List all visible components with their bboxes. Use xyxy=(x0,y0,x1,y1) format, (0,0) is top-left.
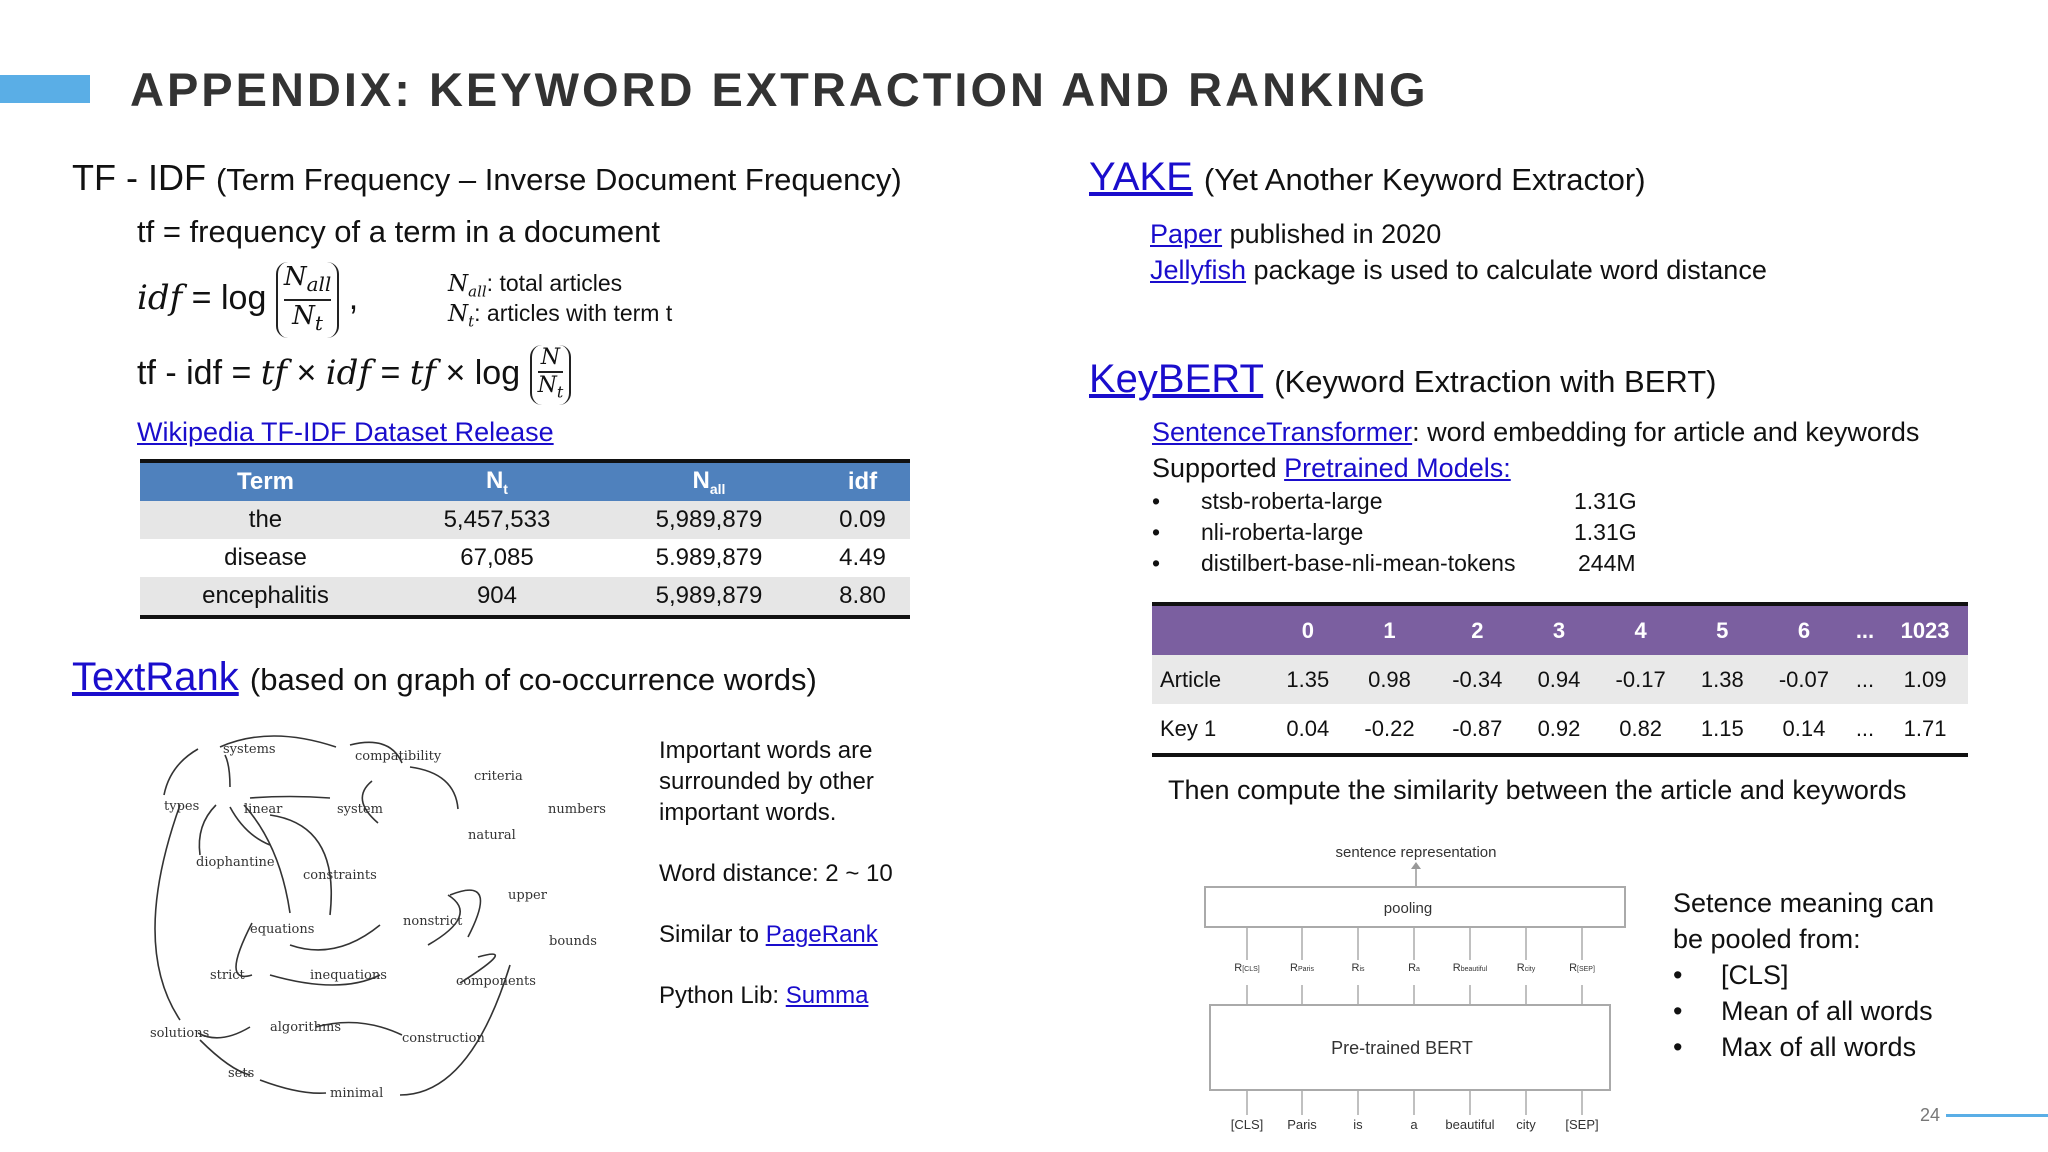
graph-word: systems xyxy=(223,742,276,757)
graph-word: constraints xyxy=(303,868,377,883)
sentence-transformer-link[interactable]: SentenceTransformer xyxy=(1152,417,1413,447)
token-label: beautiful xyxy=(1445,1117,1495,1132)
pooling-label: pooling xyxy=(1383,900,1433,917)
table-cell: 0.94 xyxy=(1521,655,1596,704)
table-cell: 5,989,879 xyxy=(603,577,815,617)
table-row xyxy=(1152,704,1968,755)
table-row xyxy=(1152,655,1968,704)
graph-word: construction xyxy=(402,1031,485,1046)
table-cell: -0.07 xyxy=(1760,655,1848,704)
bert-label: Pre-trained BERT xyxy=(1331,1038,1473,1058)
diagram-top-label: sentence representation xyxy=(1335,844,1497,861)
table-cell: ... xyxy=(1848,704,1882,755)
table-header: 5 xyxy=(1685,604,1760,655)
table-header-row xyxy=(140,461,910,501)
table-row xyxy=(140,577,910,617)
page-title: APPENDIX: KEYWORD EXTRACTION AND RANKING xyxy=(130,63,1429,116)
tfidf-table xyxy=(140,459,910,619)
pooling-notes xyxy=(1673,885,1934,1065)
paper-link[interactable]: Paper xyxy=(1150,219,1223,249)
table-cell: -0.87 xyxy=(1433,704,1521,755)
output-label: Ris xyxy=(1351,962,1365,974)
table-cell: 8.80 xyxy=(815,577,910,617)
textrank-link[interactable]: TextRank xyxy=(72,655,239,699)
table-cell: 4.49 xyxy=(839,544,886,571)
yake-jellyfish-line: Jellyfish package is used to calculate word distance xyxy=(1150,255,1767,285)
table-header: $N_{all}$ xyxy=(603,461,815,501)
pooling-note-line: be pooled from: xyxy=(1673,924,1861,954)
table-cell: ... xyxy=(1848,655,1882,704)
table-cell: 1.38 xyxy=(1685,655,1760,704)
table-cell: 0.98 xyxy=(1346,655,1434,704)
textrank-desc-line: important words. xyxy=(659,799,837,826)
nall-definition: $N_{all}$: total articles xyxy=(448,270,623,301)
table-cell: 0.14 xyxy=(1760,704,1848,755)
output-label: R[CLS] xyxy=(1234,962,1260,974)
graph-word: equations xyxy=(250,922,315,937)
table-cell: 1.35 xyxy=(1270,655,1345,704)
table-cell: the xyxy=(140,501,391,539)
table-cell: 904 xyxy=(391,577,603,617)
yake-heading-sub: (Yet Another Keyword Extractor) xyxy=(1203,162,1646,197)
graph-word: types xyxy=(164,799,200,814)
pretrained-models-link[interactable]: Pretrained Models: xyxy=(1284,453,1511,483)
graph-word: diophantine xyxy=(196,855,275,870)
token-label: city xyxy=(1516,1117,1536,1132)
footer-accent-line xyxy=(1946,1114,2048,1117)
similar-to: Similar to PageRank xyxy=(659,921,878,948)
table-row xyxy=(140,501,910,539)
table-header: 0 xyxy=(1270,604,1345,655)
graph-word: upper xyxy=(508,888,547,903)
list-item: • [CLS] xyxy=(1673,960,1789,990)
output-label: R[SEP] xyxy=(1569,962,1595,974)
sentence-transformer-line: SentenceTransformer: word embedding for article and keywords xyxy=(1152,417,1920,447)
table-header: $N_t$ xyxy=(391,461,603,501)
graph-word: nonstrict xyxy=(403,914,463,929)
output-label: Rbeautiful xyxy=(1452,962,1488,974)
textrank-desc-line: surrounded by other xyxy=(659,768,874,795)
pooling-note-line: Setence meaning can xyxy=(1673,888,1935,918)
table-cell: -0.17 xyxy=(1597,655,1685,704)
graph-word: solutions xyxy=(150,1026,210,1041)
yake-link[interactable]: YAKE xyxy=(1089,155,1193,199)
table-cell: 0.04 xyxy=(1270,704,1345,755)
table-header: 1023 xyxy=(1882,604,1968,655)
output-label: Ra xyxy=(1408,962,1420,974)
table-header: 2 xyxy=(1433,604,1521,655)
tfidf-heading-main: TF - IDF xyxy=(72,157,206,198)
token-label: Paris xyxy=(1287,1117,1317,1132)
tf-definition: tf = frequency of a term in a document xyxy=(137,214,660,249)
table-cell: 0.82 xyxy=(1597,704,1685,755)
supported-models-line: Supported Pretrained Models: xyxy=(1152,453,1511,483)
pagerank-link[interactable]: PageRank xyxy=(765,921,878,948)
table-header: 3 xyxy=(1521,604,1596,655)
table-header: 6 xyxy=(1760,604,1848,655)
output-label: RParis xyxy=(1290,962,1314,974)
embedding-table xyxy=(1152,602,1968,757)
similarity-text: Then compute the similarity between the article and keywords xyxy=(1168,775,1907,805)
textrank-description xyxy=(659,735,893,1011)
tfidf-formula: tf - idf = tf × idf = tf × log $\frac{N}{N_t}$ xyxy=(137,345,571,405)
graph-word: numbers xyxy=(548,802,606,817)
tfidf-heading-sub: (Term Frequency – Inverse Document Frequency) xyxy=(215,162,902,197)
graph-word: compatibility xyxy=(355,749,442,764)
summa-link[interactable]: Summa xyxy=(785,982,869,1009)
graph-word: strict xyxy=(210,968,245,983)
token-label: is xyxy=(1353,1117,1363,1132)
graph-word: criteria xyxy=(474,769,523,784)
graph-word: sets xyxy=(228,1066,255,1081)
keybert-heading xyxy=(1089,357,1716,402)
table-cell: -0.22 xyxy=(1346,704,1434,755)
table-cell: 1.15 xyxy=(1685,704,1760,755)
output-label: Rcity xyxy=(1516,962,1536,974)
table-header: ... xyxy=(1848,604,1882,655)
table-cell: -0.34 xyxy=(1433,655,1521,704)
nt-definition: $N_t$: articles with term t xyxy=(448,300,673,331)
list-item: • Max of all words xyxy=(1673,1032,1917,1062)
graph-word: linear xyxy=(244,802,283,817)
table-cell: Key 1 xyxy=(1152,704,1270,755)
textrank-heading-sub: (based on graph of co-occurrence words) xyxy=(249,662,817,697)
table-header: 1 xyxy=(1346,604,1434,655)
list-item: • Mean of all words xyxy=(1673,996,1933,1026)
textrank-desc-line: Important words are xyxy=(659,737,873,764)
graph-word: natural xyxy=(468,828,516,843)
table-cell: 1.09 xyxy=(1882,655,1968,704)
accent-bar xyxy=(0,75,90,103)
word-distance: Word distance: 2 ~ 10 xyxy=(659,860,893,887)
table-cell: 5,457,533 xyxy=(391,501,603,539)
table-cell: 0.92 xyxy=(1521,704,1596,755)
yake-paper-line: Paper published in 2020 xyxy=(1150,219,1442,249)
token-label: [SEP] xyxy=(1565,1117,1599,1132)
python-lib: Python Lib: Summa xyxy=(659,982,869,1009)
table-cell: 0.09 xyxy=(815,501,910,539)
graph-word: minimal xyxy=(330,1086,384,1101)
table-header-row xyxy=(1152,604,1968,655)
token-label: [CLS] xyxy=(1230,1117,1264,1132)
tfidf-heading xyxy=(72,157,902,199)
table-cell: 67,085 xyxy=(460,544,534,571)
table-cell: 5,989,879 xyxy=(603,501,815,539)
keybert-link[interactable]: KeyBERT xyxy=(1089,357,1264,401)
table-cell: 5.989,879 xyxy=(655,544,763,571)
cooccurrence-graph xyxy=(140,725,640,1115)
keybert-heading-sub: (Keyword Extraction with BERT) xyxy=(1274,364,1717,399)
table-cell: encephalitis xyxy=(140,577,391,617)
table-cell: disease xyxy=(224,544,307,571)
graph-word: algorithms xyxy=(270,1020,342,1035)
textrank-heading xyxy=(72,655,817,700)
idf-formula: idf = log $N_{all}$ $N_t$ , xyxy=(137,262,358,338)
bert-pooling-diagram xyxy=(1190,835,1630,1140)
graph-word: system xyxy=(337,802,383,817)
table-header: 4 xyxy=(1597,604,1685,655)
table-row xyxy=(140,539,910,577)
wikipedia-tfidf-link[interactable]: Wikipedia TF-IDF Dataset Release xyxy=(137,417,554,447)
table-cell: Article xyxy=(1152,655,1270,704)
page-number: 24 xyxy=(1919,1105,1940,1125)
table-header xyxy=(1152,604,1270,655)
graph-word: inequations xyxy=(310,968,387,983)
graph-word: bounds xyxy=(549,934,597,949)
graph-word: components xyxy=(456,974,536,989)
table-header: Term xyxy=(140,461,391,501)
jellyfish-link[interactable]: Jellyfish xyxy=(1150,255,1247,285)
token-label: a xyxy=(1410,1117,1418,1132)
yake-heading xyxy=(1089,155,1646,200)
table-header: idf xyxy=(815,461,910,501)
table-cell: 1.71 xyxy=(1882,704,1968,755)
